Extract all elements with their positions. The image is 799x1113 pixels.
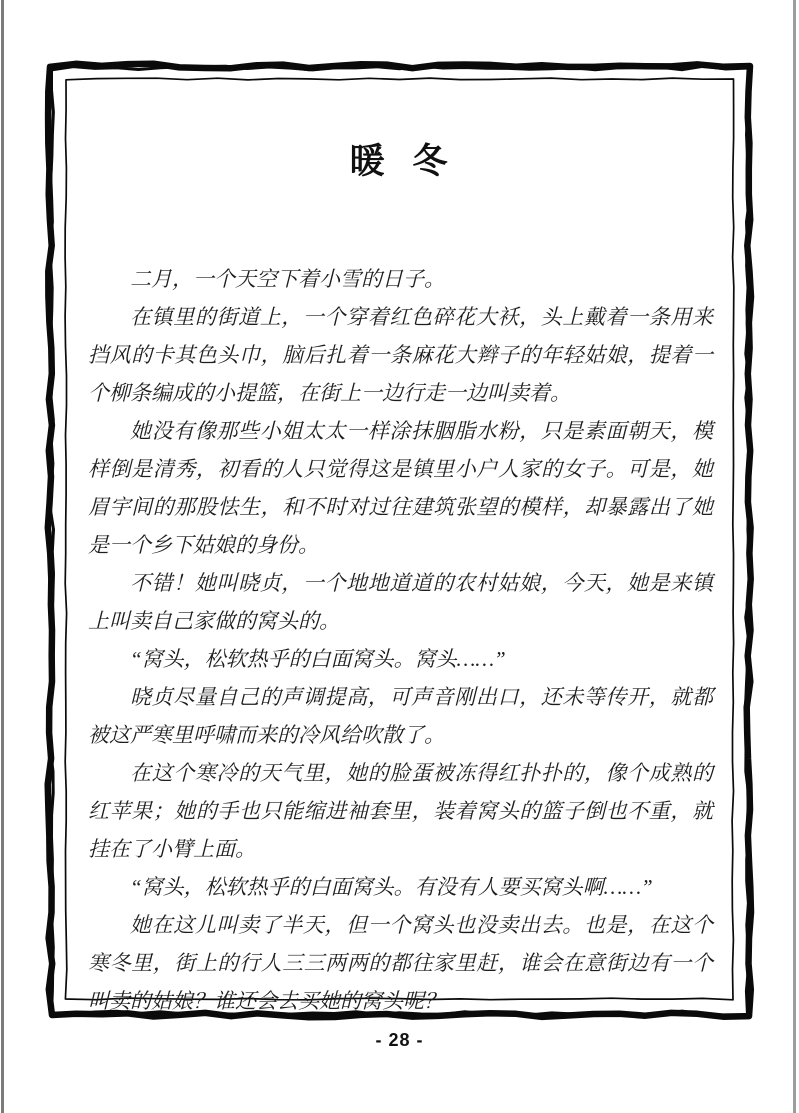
story-title: 暖 冬: [349, 142, 450, 181]
story-paragraph: 在镇里的街道上，一个穿着红色碎花大袄，头上戴着一条用来挡风的卡其色头巾，脑后扎着一条麻花大辫子的年轻姑娘，提着一个柳条编成的小提篮，在街上一边行走一边叫卖着。: [88, 305, 713, 405]
page-number: - 28 -: [375, 1030, 424, 1050]
story-paragraph: “窝头，松软热乎的白面窝头。有没有人要买窝头啊……”: [130, 875, 653, 899]
story-paragraph: 她没有像那些小姐太太一样涂抹胭脂水粉，只是素面朝天，模样倒是清秀，初看的人只觉得这是镇里小户人家的女子。可是，她眉宇间的那股怯生，和不时对过往建筑张望的模样，却暴露出了她是一个乡下姑娘的身份。: [88, 419, 713, 557]
story-paragraph: 不错！她叫晓贞，一个地地道道的农村姑娘，今天，她是来镇上叫卖自己家做的窝头的。: [88, 571, 713, 633]
story-paragraph: 晓贞尽量自己的声调提高，可声音刚出口，还未等传开，就都被这严寒里呼啸而来的冷风给吹散了。: [88, 685, 713, 747]
story-paragraph: “窝头，松软热乎的白面窝头。窝头……”: [130, 647, 506, 671]
story-paragraph: 在这个寒冷的天气里，她的脸蛋被冻得红扑扑的，像个成熟的红苹果；她的手也只能缩进袖套里，装着窝头的篮子倒也不重，就挂在了小臂上面。: [88, 761, 713, 861]
story-paragraph: 二月，一个天空下着小雪的日子。: [130, 267, 445, 291]
story-paragraph: 她在这儿叫卖了半天，但一个窝头也没卖出去。也是，在这个寒冬里，街上的行人三三两两的都往家里赶，谁会在意街边有一个叫卖的姑娘？谁还会去买她的窝头呢？: [88, 913, 713, 1013]
story-body: [88, 260, 713, 1020]
